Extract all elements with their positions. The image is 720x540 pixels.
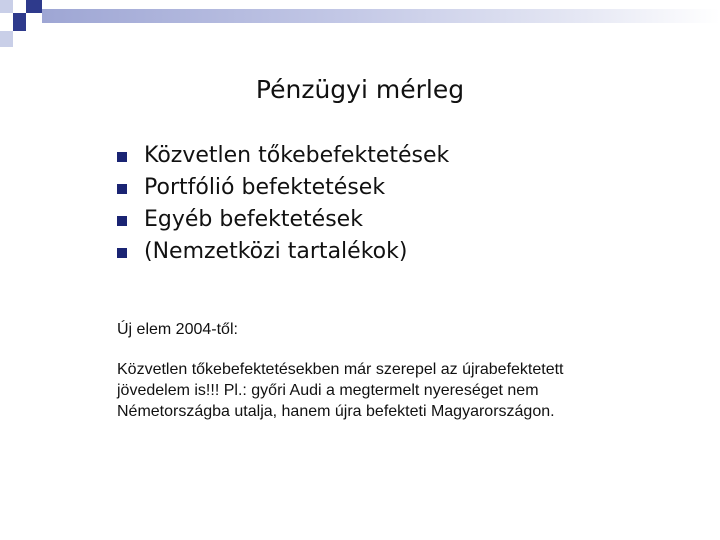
bullet-item [117, 172, 422, 204]
bullet-item [117, 140, 450, 172]
square-bullet-icon [117, 216, 127, 226]
deco-square [0, 31, 13, 47]
deco-square [0, 13, 13, 31]
note-body [117, 359, 677, 422]
bullet-item [117, 236, 422, 268]
note-line: jövedelem is!!! Pl.: győri Audi a megtermelt nyereséget nem [117, 382, 539, 399]
bullet-text: (Nemzetközi tartalékok) [144, 239, 408, 264]
note-line: Közvetlen tőkebefektetésekben már szerepel az újrabefektetett [117, 361, 564, 378]
bullet-list [117, 140, 450, 268]
square-bullet-icon [117, 248, 127, 258]
bullet-item [117, 204, 422, 236]
slide-title [0, 75, 720, 104]
square-bullet-icon [117, 152, 127, 162]
deco-square [0, 0, 13, 13]
bullet-text: Egyéb befektetések [144, 207, 363, 232]
deco-square [13, 0, 26, 13]
note-heading: Új elem 2004-től: [117, 321, 238, 338]
bullet-text: Közvetlen tőkebefektetések [144, 143, 450, 168]
deco-square [13, 13, 26, 31]
slide-title-text: Pénzügyi mérleg [255, 75, 465, 104]
note-line: Németországba utalja, hanem újra befekteti Magyarországon. [117, 403, 555, 420]
deco-square [26, 0, 42, 13]
deco-square [13, 31, 26, 47]
deco-square [26, 13, 42, 31]
bullet-text: Portfólió befektetések [144, 175, 386, 200]
header-gradient-bar [42, 9, 720, 23]
header-decoration [0, 0, 60, 50]
square-bullet-icon [117, 184, 127, 194]
